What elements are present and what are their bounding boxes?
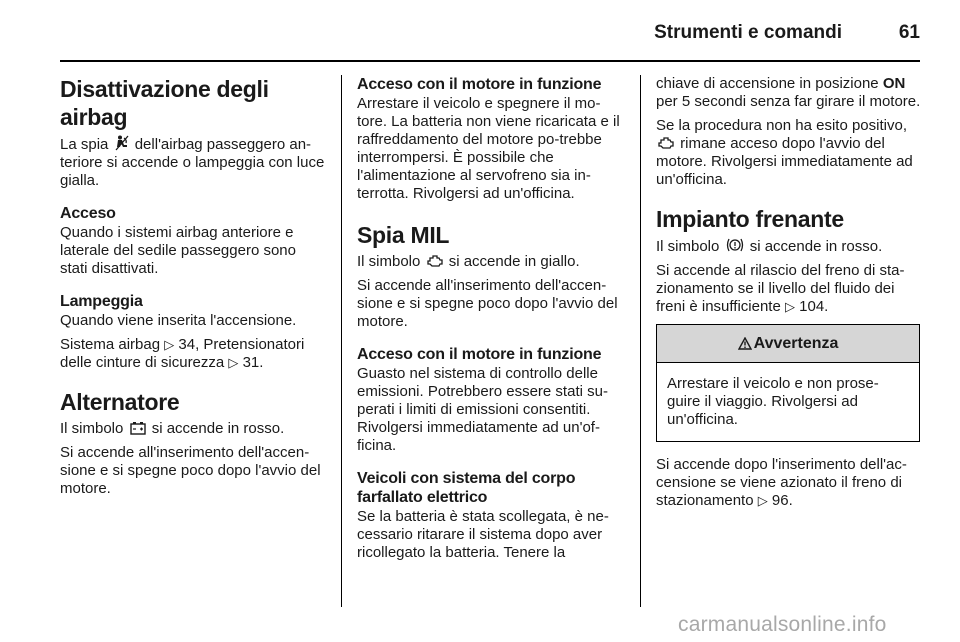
heading-airbag-deactivation: Disattivazione degli airbag [60, 76, 269, 130]
column-2 [357, 75, 625, 568]
warning-title: Avvertenza [753, 334, 839, 352]
column-3 [656, 75, 924, 516]
heading-acceso-motore-1: Acceso con il motore in funzione [357, 76, 602, 93]
heading-alternatore: Alternatore [60, 389, 180, 415]
lampeggia-paragraph: Quando viene inserita l'accensione. [60, 312, 297, 329]
heading-impianto-frenante: Impianto frenante [656, 206, 844, 232]
section-title: Strumenti e comandi [654, 22, 842, 43]
watermark: carmanualsonline.info [678, 613, 887, 636]
page-ref-arrow-icon: ▷ [757, 493, 768, 508]
heading-acceso-motore-2: Acceso con il motore in funzione [357, 346, 602, 363]
alternatore-paragraph: Si accende all'inserimento dell'accen-sione e si spegne poco dopo l'avvio del motore. [60, 444, 321, 497]
column-divider-1 [341, 75, 342, 607]
page-header [60, 12, 920, 52]
column-divider-2 [640, 75, 641, 607]
brake-fluid-paragraph: Si accende al rilascio del freno di sta-zionamento se il livello del fluido dei freni è insufficiente ▷ 104. [656, 262, 905, 315]
farfallato-paragraph: Se la batteria è stata scollegata, è ne-cessario ritarare il sistema dopo aver ricollegato la batteria. Tenere la [357, 508, 609, 561]
heading-spia-mil: Spia MIL [357, 222, 450, 248]
battery-icon [130, 421, 146, 435]
alternatore-symbol-paragraph: Il simbolo si accende in rosso. [60, 420, 285, 437]
passenger-airbag-off-icon [115, 135, 129, 151]
page-ref-arrow-icon: ▷ [164, 337, 175, 352]
parking-brake-paragraph: Si accende dopo l'inserimento dell'ac-censione se viene azionato il freno di stazionamento ▷ 96. [656, 456, 907, 509]
mil-symbol-paragraph: Il simbolo si accende in giallo. [357, 253, 580, 270]
header-rule [60, 60, 920, 62]
engine-check-icon [427, 254, 443, 268]
heading-acceso: Acceso [60, 205, 116, 222]
brake-warning-icon [726, 237, 744, 253]
warning-body [657, 363, 919, 441]
heading-lampeggia: Lampeggia [60, 293, 143, 310]
page-ref-arrow-icon: ▷ [784, 299, 795, 314]
warning-box [656, 324, 920, 442]
heading-farfallato: Veicoli con sistema del corpo farfallato elettrico [357, 470, 576, 506]
acceso-paragraph: Quando i sistemi airbag anteriore e laterale del sedile passeggero sono stati disattivati. [60, 224, 296, 277]
page-number: 61 [898, 22, 920, 43]
acceso-motore-1-paragraph: Arrestare il veicolo e spegnere il mo-tore. La batteria non viene ricaricata e il raffreddamento del motore po-trebbe interrompersi. È possibile che l'alimentazione al servofreno sia in-terrotta. Rivolgersi ad un'officina. [357, 95, 620, 202]
warning-triangle-icon [738, 337, 752, 350]
airbag-paragraph: La spia dell'airbag passeggero an-teriore si accende o lampeggia con luce gialla. [60, 136, 325, 189]
engine-check-icon [658, 136, 674, 150]
airbag-reference-paragraph: Sistema airbag ▷ 34, Pretensionatori delle cinture di sicurezza ▷ 31. [60, 336, 305, 371]
warning-text: Arrestare il veicolo e non prose-guire il viaggio. Rivolgersi ad un'officina. [667, 375, 879, 428]
warning-header [657, 325, 919, 363]
column-1 [60, 75, 326, 504]
on-keyword: ON [882, 75, 906, 92]
brake-symbol-paragraph: Il simbolo si accende in rosso. [656, 238, 883, 255]
ignition-on-paragraph: chiave di accensione in posizione ON per 5 secondi senza far girare il motore. [656, 75, 921, 110]
page-ref-arrow-icon: ▷ [228, 355, 239, 370]
procedure-paragraph: Se la procedura non ha esito positivo, rimane acceso dopo l'avvio del motore. Rivolgersi immediatamente ad un'officina. [656, 117, 913, 188]
mil-paragraph: Si accende all'inserimento dell'accen-sione e si spegne poco dopo l'avvio del motore. [357, 277, 618, 330]
acceso-motore-2-paragraph: Guasto nel sistema di controllo delle emissioni. Potrebbero essere stati su-perati i limiti di emissioni consentiti. Rivolgersi immediatamente ad un'of-ficina. [357, 365, 608, 454]
